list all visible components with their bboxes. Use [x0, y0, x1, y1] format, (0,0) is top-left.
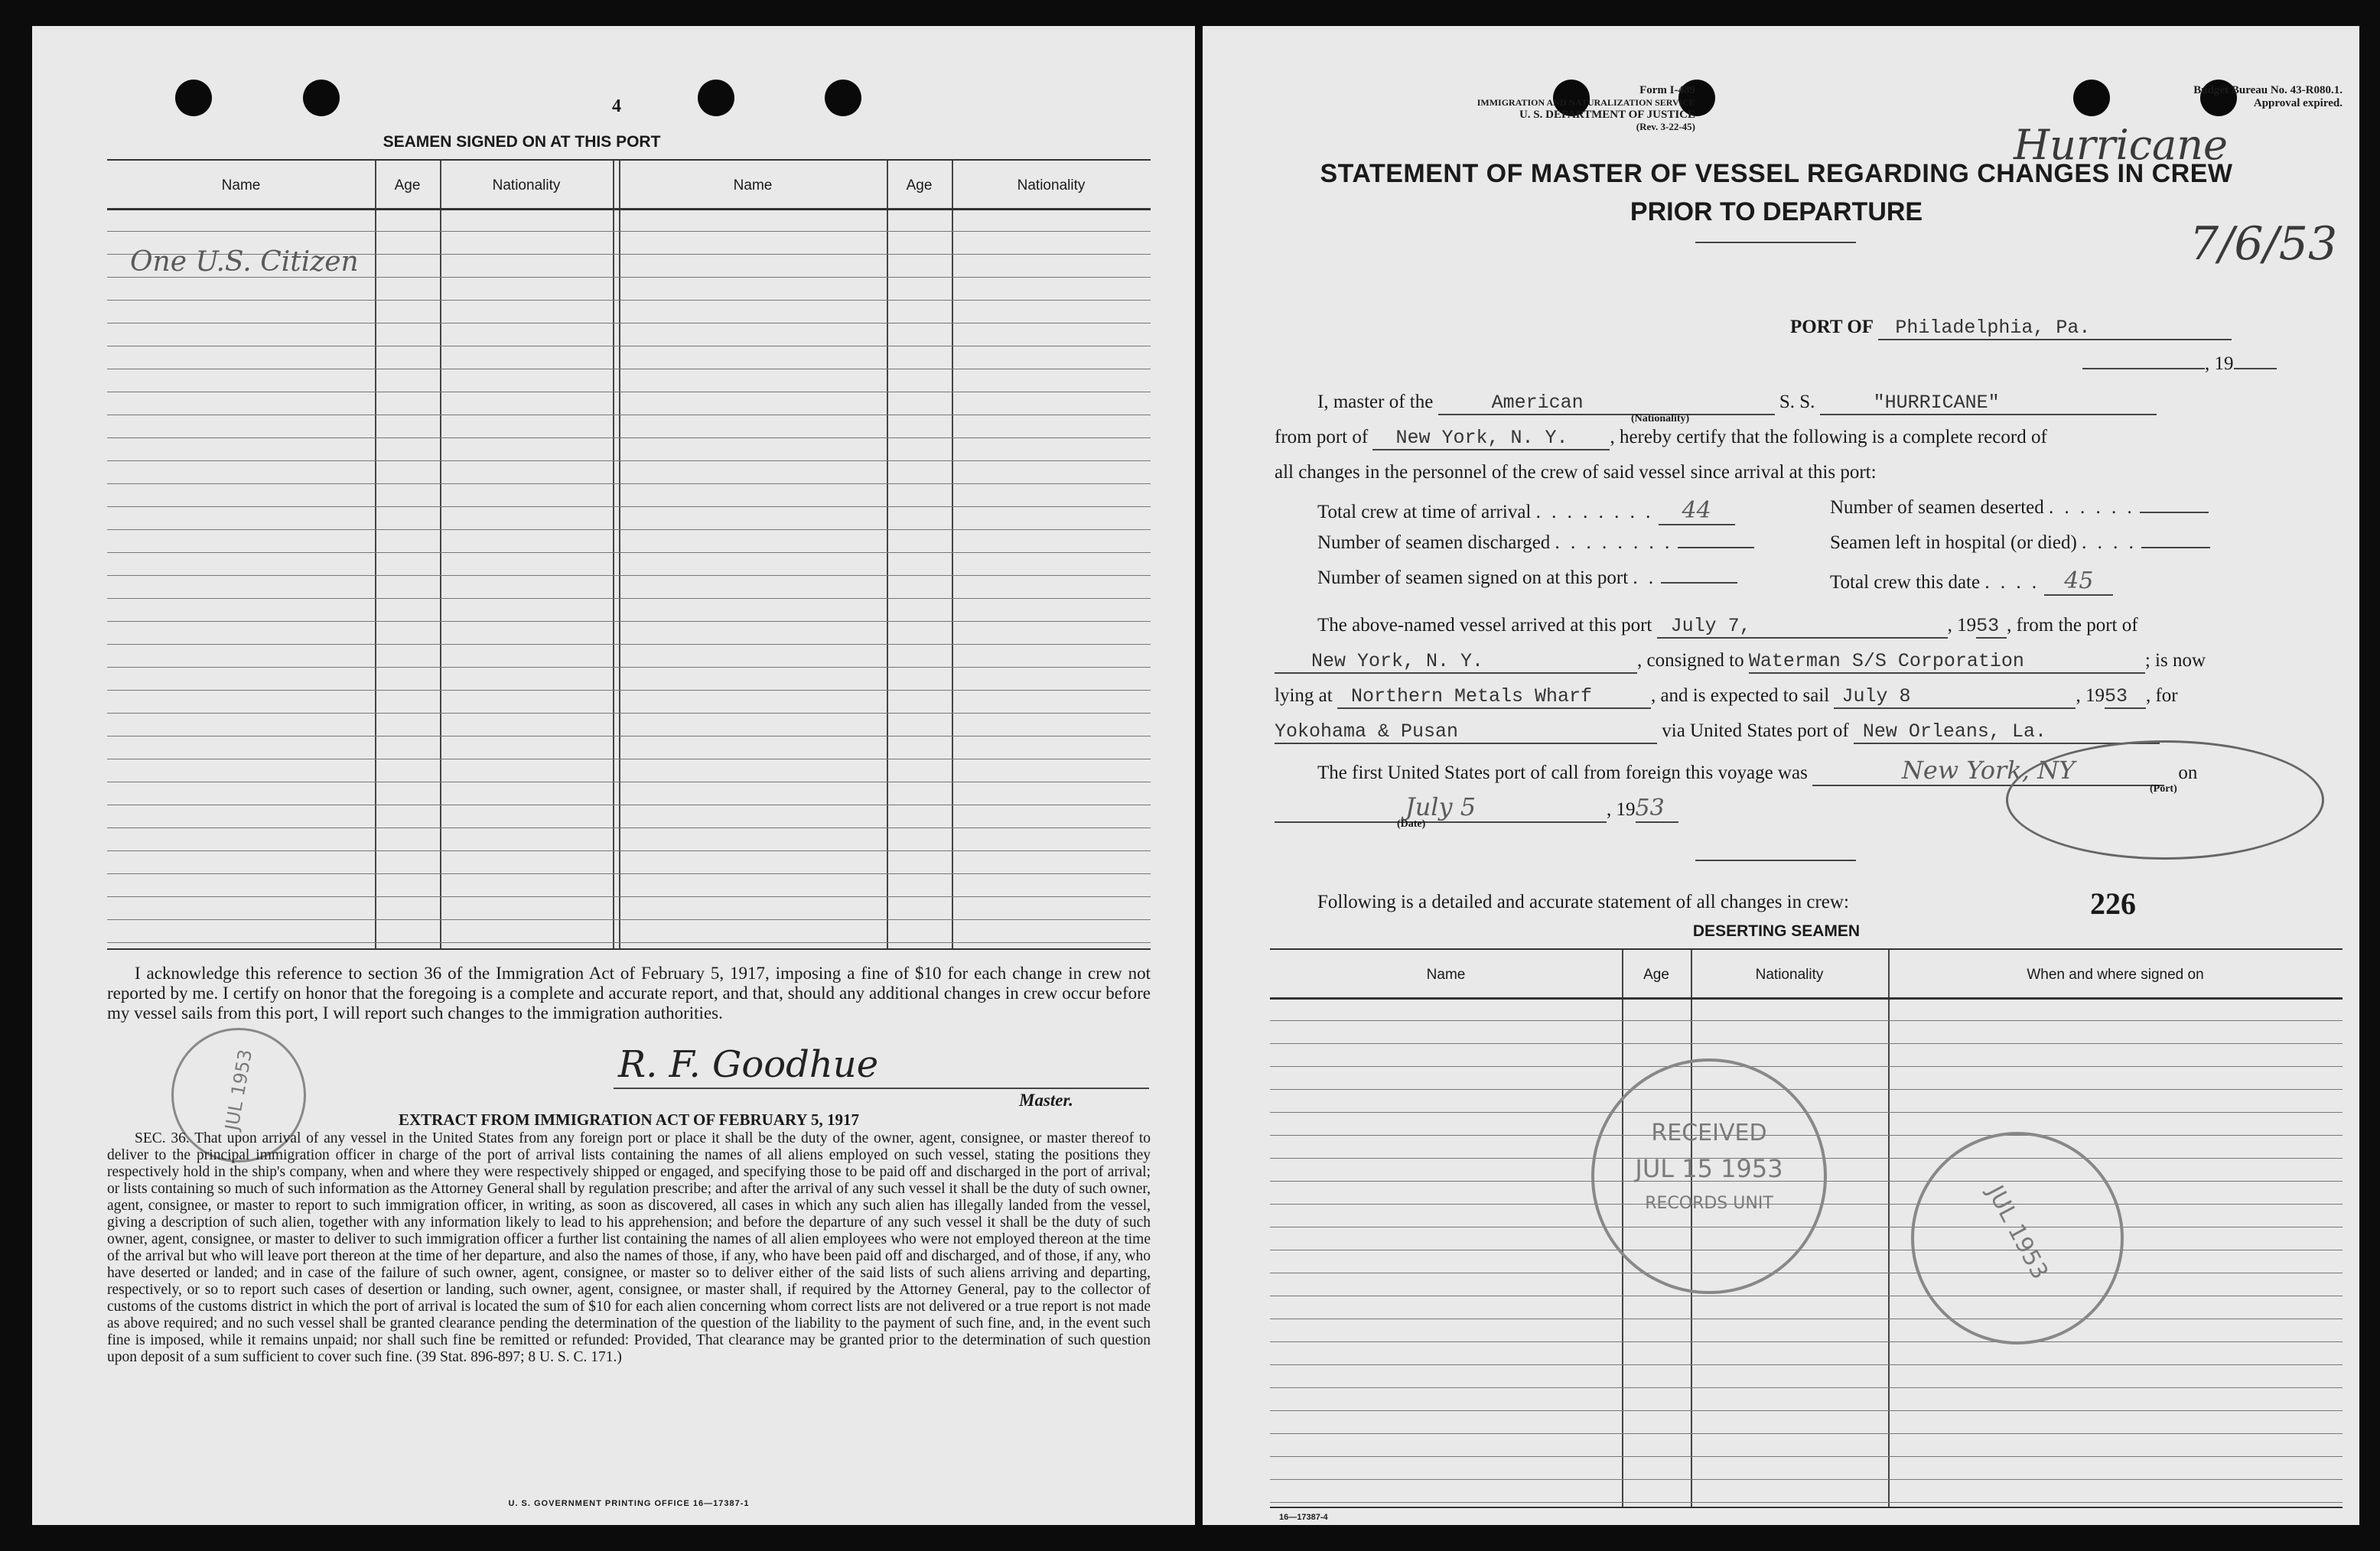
from-port-label: from port of: [1275, 427, 1369, 447]
handwritten-date: 7/6/53: [2190, 217, 2338, 271]
port-year-label: , 19: [2205, 353, 2234, 374]
expected-label: , and is expected to sail: [1650, 685, 1830, 706]
postmark-date: JUL 1953: [220, 1048, 257, 1132]
handwritten-entry: One U.S. Citizen: [130, 246, 359, 278]
budget-bureau-block: [2052, 84, 2343, 110]
col-header-age: Age: [1643, 967, 1669, 983]
row-rule: [107, 437, 1151, 438]
col-header-name-2: Name: [733, 177, 773, 193]
row-rule: [107, 644, 1151, 645]
lying-at-value: Northern Metals Wharf: [1337, 685, 1651, 709]
signed-on-grid: [107, 161, 1151, 948]
received-stamp-date: JUL 15 1953: [1635, 1154, 1783, 1183]
hospital-row: Seamen left in hospital (or died) . . . .: [1830, 532, 2210, 554]
row-rule: [107, 667, 1151, 668]
sail-date: July 8: [1834, 685, 2076, 709]
received-stamp: [1591, 1058, 1827, 1294]
row-rule: [107, 713, 1151, 714]
col-header-nationality: Nationality: [1755, 967, 1824, 983]
discharged-label: Number of seamen discharged: [1317, 532, 1551, 553]
row-rule: [1270, 1364, 2343, 1365]
section-36-text: SEC. 36. That upon arrival of any vessel in the United States from any foreign port or place it shall be the duty of the owner, agent, consignee, or master thereof to deliver to the principal immigration officer in charge of the port of arrival lists containing the names of all aliens employed on such vessel, stating the positions they respectively hold in the ship's company, when and where they were respectively shipped or engaged, and specifying those to be paid off and discharged in the port of arrival; or lists containing so much of such information as the Attorney General shall by regulation prescribe; and after the arrival of any such vessel it shall be the duty of such owner, agent, consignee, or master to report to such immigration officer, in writing, as soon as discovered, all cases in which any such alien has illegally landed from the vessel, giving a description of such alien, together with any information likely to lead to his apprehension; and before the departure of any such vessel it shall be the duty of such owner, agent, consignee, or master to deliver to such immigration officer a further list containing the names of all alien employees who were not employed thereon at the time of the arrival but who will leave port thereon at the time of her departure, and also the names of those, if any, who have been paid off and discharged, and of those, if any, who have deserted or landed; and in case of the failure of such owner, agent, consignee, or master so to deliver either of the said lists of such aliens arriving and departing, respectively, or so to report such cases of desertion or landing, such owner, agent, consignee, or master shall, if required by the Attorney General, pay to the collector of customs of the customs district in which the port of arrival is located the sum of $10 for each alien concerning whom correct lists are not delivered or a true report is not made as above required; and no such vessel shall be granted clearance pending the determination of the question of the liability to the payment of such fine, and, in the event such fine is imposed, while it remains unpaid; nor shall such fine be remitted or refunded: Provided, That clearance may be granted prior to the determination of such question upon deposit of a sum sufficient to cover such fine. (39 Stat. 896-897; 8 U. S. C. 171.): [107, 1130, 1151, 1365]
arrived-date: July 7,: [1657, 615, 1948, 639]
arrived-year: 53: [1976, 615, 2007, 639]
control-stamp-date: JUL 1953: [1981, 1181, 2053, 1284]
approval-note: Approval expired.: [2253, 97, 2343, 109]
acknowledgment-text: I acknowledge this reference to section 36 of the Immigration Act of February 5, 1917, imposing a fine of $10 for each change in crew not reported by me. I certify on honor that the foregoing is a complete and accurate report, and that, should any additional changes in crew occur before my vessel sails from this port, I will report such changes to the immigration authorities.: [107, 964, 1151, 1023]
arrived-row: [1317, 615, 2138, 639]
destination-value: Yokohama & Pusan: [1275, 720, 1657, 744]
col-header-nationality-2: Nationality: [1017, 177, 1086, 193]
row-rule: [1270, 1410, 2343, 1411]
col-header-age-2: Age: [906, 177, 933, 193]
total-date-row: Total crew this date . . . . 45: [1830, 567, 2113, 596]
date-year: 53: [1636, 795, 1678, 823]
column-rule: [887, 161, 888, 948]
received-stamp-line3: RECORDS UNIT: [1645, 1194, 1773, 1213]
col-header-nationality: Nationality: [492, 177, 561, 193]
column-rule: [1888, 950, 1890, 1507]
row-rule: [1270, 1387, 2343, 1388]
on-label: on: [2178, 762, 2198, 783]
first-port-label: The first United States port of call from foreign this voyage was: [1317, 762, 1808, 783]
nationality-caption: (Nationality): [1631, 413, 1690, 424]
row-rule: [107, 323, 1151, 324]
header-divider: [1270, 997, 2343, 1000]
extract-title: EXTRACT FROM IMMIGRATION ACT OF FEBRUARY 5, 1917: [398, 1110, 860, 1129]
form-header: [1267, 84, 1695, 133]
form-title-line1: STATEMENT OF MASTER OF VESSEL REGARDING CHANGES IN CREW: [1320, 159, 2233, 188]
row-rule: [107, 300, 1151, 301]
row-rule: [107, 231, 1151, 232]
via-value: New Orleans, La.: [1854, 720, 2160, 744]
right-page: [1203, 26, 2359, 1525]
punch-hole: [175, 80, 212, 116]
certify-text: , hereby certify that the following is a complete record of: [1610, 427, 2047, 447]
signed-on-title: SEAMEN SIGNED ON AT THIS PORT: [383, 133, 661, 151]
deserted-row: Number of seamen deserted . . . . . .: [1830, 497, 2209, 519]
row-rule: [107, 575, 1151, 576]
first-port-circle: [2006, 740, 2324, 860]
signed-on-value: [1661, 582, 1737, 584]
date-caption: (Date): [1397, 818, 1426, 830]
signed-on-table: [107, 159, 1151, 950]
total-arrival-row: Total crew at time of arrival . . . . . . . . 44: [1317, 497, 1822, 525]
from-port-of-label: , from the port of: [2007, 615, 2138, 636]
row-rule: [107, 942, 1151, 943]
discharged-value: [1678, 547, 1754, 548]
stamp-number: 226: [2090, 886, 2136, 921]
consigned-row: [1275, 650, 2206, 674]
port-caption: (Port): [2150, 783, 2177, 795]
is-now-label: ; is now: [2144, 650, 2206, 671]
nationality-value: American: [1438, 392, 1775, 415]
row-rule: [107, 621, 1151, 622]
col-header-age: Age: [394, 177, 421, 193]
left-page: [32, 26, 1195, 1525]
column-rule: [375, 161, 376, 948]
col-header-name: Name: [1426, 967, 1466, 983]
ss-label: S. S.: [1779, 392, 1815, 412]
row-rule: [107, 506, 1151, 507]
total-arrival-value: 44: [1659, 497, 1735, 525]
hospital-value: [2141, 547, 2210, 548]
punch-hole: [698, 80, 734, 116]
deserted-label: Number of seamen deserted: [1830, 497, 2044, 518]
row-rule: [1270, 1502, 2343, 1503]
row-rule: [107, 919, 1151, 920]
row-rule: [1270, 1433, 2343, 1434]
revision: (Rev. 3-22-45): [1636, 121, 1695, 132]
col-header-name: Name: [221, 177, 261, 193]
row-rule: [1270, 1043, 2343, 1044]
row-rule: [107, 552, 1151, 553]
port-of-label: PORT OF: [1790, 317, 1874, 337]
row-rule: [107, 483, 1151, 484]
port-of-row: [1790, 317, 2232, 340]
consigned-label: , consigned to: [1637, 650, 1744, 671]
via-label: via United States port of: [1662, 720, 1849, 741]
total-arrival-label: Total crew at time of arrival: [1317, 502, 1532, 522]
row-rule: [1270, 1479, 2343, 1480]
row-rule: [107, 850, 1151, 851]
form-number: Form I-489: [1639, 84, 1695, 96]
row-rule: [1270, 1089, 2343, 1090]
port-year-blank: [2234, 368, 2277, 369]
date-year-label: , 19: [1607, 799, 1636, 820]
row-rule: [1270, 1341, 2343, 1342]
received-stamp-line1: RECEIVED: [1651, 1120, 1767, 1146]
row-rule: [107, 460, 1151, 461]
column-rule: [440, 161, 441, 948]
column-rule: [952, 161, 953, 948]
page-number: 4: [612, 96, 621, 116]
vessel-name-value: "HURRICANE": [1820, 392, 2157, 415]
punch-hole: [825, 80, 861, 116]
master-of-row: [1317, 392, 2157, 415]
row-rule: [107, 598, 1151, 599]
arrived-year-label: , 19: [1947, 615, 1977, 636]
row-rule: [107, 896, 1151, 897]
master-of-label: I, master of the: [1317, 392, 1434, 412]
row-rule: [1270, 1020, 2343, 1021]
row-rule: [1270, 1456, 2343, 1457]
port-of-value: Philadelphia, Pa.: [1878, 317, 2232, 340]
following-text: Following is a detailed and accurate statement of all changes in crew:: [1317, 892, 1849, 912]
deserting-title: DESERTING SEAMEN: [1692, 922, 1861, 940]
first-date-row: [1275, 792, 1678, 823]
sail-year: 53: [2105, 685, 2146, 709]
budget-bureau: Budget Bureau No. 43-R080.1.: [2193, 84, 2343, 96]
form-title-line2: PRIOR TO DEPARTURE: [1630, 197, 1923, 226]
consigned-value: Waterman S/S Corporation: [1749, 650, 2145, 674]
arrived-from: New York, N. Y.: [1275, 650, 1637, 674]
total-date-value: 45: [2044, 567, 2113, 596]
punch-hole: [303, 80, 340, 116]
master-signature: R. F. Goodhue: [618, 1043, 879, 1086]
agency-line2: U. S. DEPARTMENT OF JUSTICE: [1519, 109, 1695, 121]
deserted-value: [2140, 512, 2209, 513]
column-rule: [619, 161, 620, 948]
row-rule: [107, 690, 1151, 691]
signed-on-row: Number of seamen signed on at this port . .: [1317, 567, 1737, 589]
first-port-value: New York, NY: [1812, 756, 2164, 786]
row-rule: [107, 529, 1151, 530]
lying-at-row: [1275, 685, 2178, 709]
column-rule: [613, 161, 614, 948]
total-date-label: Total crew this date: [1830, 572, 1981, 593]
port-date-blank: [2082, 368, 2205, 369]
port-year-row: [2082, 353, 2277, 375]
destination-row: [1275, 720, 2160, 744]
signature-line: [614, 1088, 1149, 1089]
handwritten-vessel: Hurricane: [2014, 121, 2228, 169]
lying-at-label: lying at: [1275, 685, 1333, 706]
control-stamp: [1911, 1132, 2124, 1345]
col-header-signed-on: When and where signed on: [2027, 967, 2204, 983]
agency-line1: IMMIGRATION AND NATURALIZATION SERVICE: [1477, 97, 1695, 108]
footer-code: 16—17387-4: [1279, 1513, 1328, 1522]
sail-year-label: , 19: [2076, 685, 2105, 706]
all-changes-row: all changes in the personnel of the crew of said vessel since arrival at this port:: [1275, 462, 1877, 483]
header-divider: [107, 208, 1151, 210]
title-rule: [1695, 242, 1856, 243]
signed-on-label: Number of seamen signed on at this port: [1317, 567, 1629, 588]
master-label: Master.: [1019, 1091, 1073, 1110]
from-port-row: [1275, 427, 2047, 450]
arrived-label: The above-named vessel arrived at this port: [1317, 615, 1652, 636]
row-rule: [107, 873, 1151, 874]
discharged-row: Number of seamen discharged . . . . . . . .: [1317, 532, 1754, 554]
for-label: , for: [2145, 685, 2178, 706]
from-port-value: New York, N. Y.: [1372, 427, 1610, 450]
first-date-value: July 5: [1275, 792, 1607, 823]
hospital-label: Seamen left in hospital (or died): [1830, 532, 2077, 553]
row-rule: [1270, 1066, 2343, 1067]
printing-office-line: U. S. GOVERNMENT PRINTING OFFICE 16—17387-1: [508, 1499, 750, 1508]
divider-rule: [1695, 860, 1856, 861]
